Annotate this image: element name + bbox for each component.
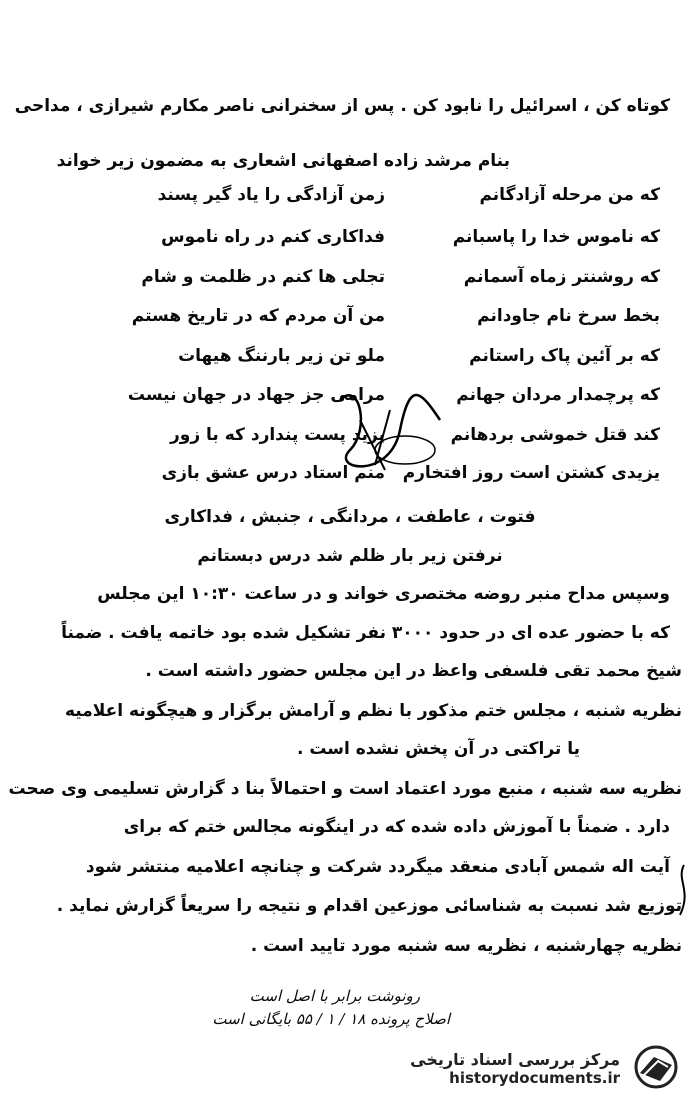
poem-hemistich: من آن مردم که در تاریخ هستم xyxy=(131,306,385,326)
poem-hemistich: که من مرحله آزادگانم xyxy=(479,185,660,205)
text-line: شیخ محمد تقی فلسفی واعظ در این مجلس حضور داشته است . xyxy=(145,661,682,681)
handwritten-note: اصلاح پرونده ۱۸ / ۱ / ۵۵ بایگانی است xyxy=(212,1010,450,1028)
text-line: کوتاه کن ، اسرائیل را نابود کن . پس از سخنرانی ناصر مکارم شیرازی ، مداحی xyxy=(14,96,670,116)
poem-hemistich: که روشنتر زماه آسمانم xyxy=(463,267,660,287)
text-line: یا تراکتی در آن پخش نشده است . xyxy=(296,739,580,759)
poem-center-line: فتوت ، عاطفت ، مردانگی ، جنبش ، فداکاری xyxy=(164,507,536,527)
text-line: بنام مرشد زاده اصفهانی اشعاری به مضمون زیر خواند xyxy=(56,151,510,171)
handwritten-note: رونوشت برابر با اصل است xyxy=(249,987,420,1005)
poem-hemistich: تجلی ها کنم در ظلمت و شام xyxy=(141,267,385,287)
poem-hemistich: فداکاری کنم در راه ناموس xyxy=(161,227,385,247)
text-line: آیت اله شمس آبادی منعقد میگردد شرکت و چنانچه اعلامیه منتشر شود xyxy=(85,857,670,877)
poem-hemistich: یزیدی کشتن است روز افتخارم xyxy=(402,463,660,483)
poem-hemistich: که بر آئین پاک راستانم xyxy=(469,346,660,366)
text-line: نظریه چهارشنبه ، نظریه سه شنبه مورد تایید است . xyxy=(250,936,682,956)
poem-hemistich: ملو تن زیر بارننگ هیهات xyxy=(178,346,385,366)
poem-hemistich: که ناموس خدا را پاسبانم xyxy=(452,227,660,247)
poem-hemistich: مرامی جز جهاد در جهان نیست xyxy=(127,385,385,405)
poem-hemistich: یزید پست پندارد که با زور xyxy=(169,425,385,445)
text-line: دارد . ضمناً با آموزش داده شده که در اینگونه مجالس ختم که برای xyxy=(123,817,670,837)
footer-title: مرکز بررسی اسناد تاریخی xyxy=(410,1050,620,1069)
signature-stamp xyxy=(330,370,460,490)
text-line: توزیع شد نسبت به شناسائی موزعین اقدام و نتیجه را سریعاً گزارش نماید . xyxy=(56,896,682,916)
text-line: که با حضور عده ای در حدود ۳۰۰۰ نفر تشکیل شده بود خاتمه یافت . ضمناً xyxy=(61,623,670,643)
poem-hemistich: بخط سرخ نام جاودانم xyxy=(477,306,660,326)
archive-book-icon xyxy=(626,1045,682,1089)
footer-url: historydocuments.ir xyxy=(449,1069,620,1087)
footer-watermark xyxy=(410,1050,620,1087)
text-line: نظریه سه شنبه ، منبع مورد اعتماد است و احتمالاً بنا د گزارش تسلیمی وی صحت xyxy=(8,779,682,799)
poem-hemistich: که پرچمدار مردان جهانم xyxy=(456,385,660,405)
margin-scribble xyxy=(672,860,696,920)
poem-hemistich: زمن آزادگی را یاد گیر پسند xyxy=(157,185,385,205)
text-line: وسپس مداح منبر روضه مختصری خواند و در ساعت ۱۰:۳۰ این مجلس xyxy=(97,584,670,604)
poem-hemistich: منم استاد درس عشق بازی xyxy=(161,463,385,483)
poem-center-line: نرفتن زیر بار ظلم شد درس دبستانم xyxy=(197,546,503,566)
poem-hemistich: کند قتل خموشی بردهانم xyxy=(450,425,660,445)
text-line: نظریه شنبه ، مجلس ختم مذکور با نظم و آرامش برگزار و هیچگونه اعلامیه xyxy=(64,701,682,721)
